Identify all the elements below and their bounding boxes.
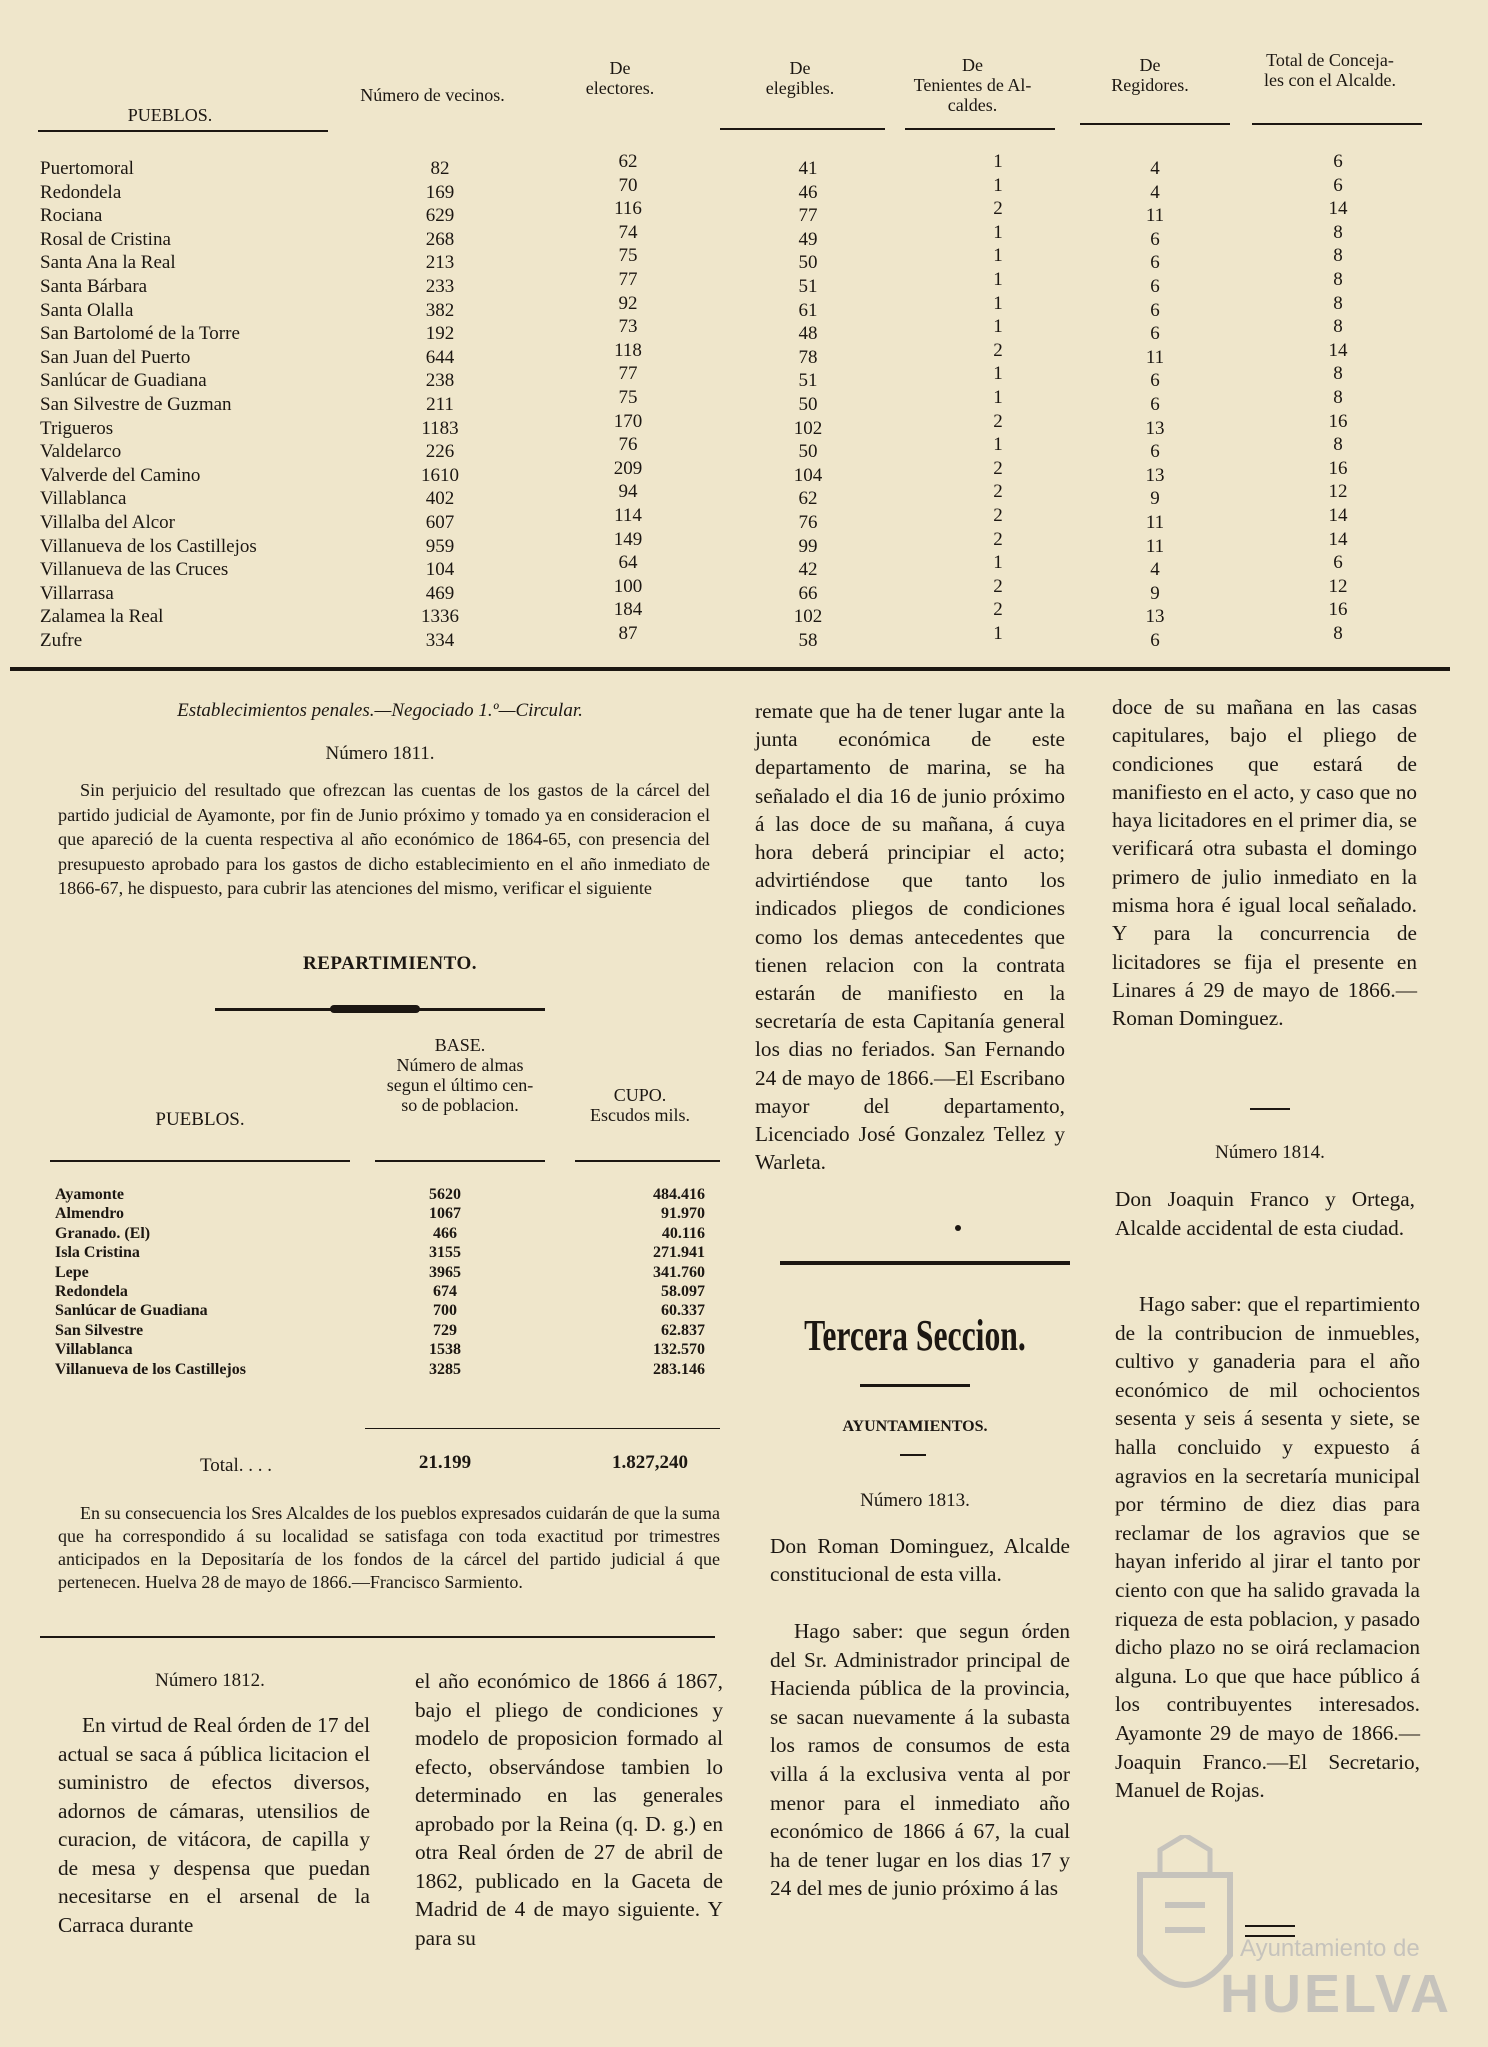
cell-pueblo: San Bartolomé de la Torre xyxy=(40,323,240,345)
cell-pueblo: San Juan del Puerto xyxy=(40,346,191,368)
section-rule xyxy=(40,1636,715,1638)
cell-elegibles: 66 xyxy=(798,582,818,604)
cell-vecinos: 334 xyxy=(425,630,455,651)
table-row xyxy=(40,387,1440,418)
header-rule xyxy=(38,130,328,132)
cell-electores: 94 xyxy=(618,481,638,503)
cell-electores: 184 xyxy=(613,599,643,621)
cell-pueblo: Valdelarco xyxy=(40,441,122,463)
cell-regidores: 4 xyxy=(1150,181,1160,203)
cell-electores: 76 xyxy=(618,434,638,456)
watermark-line1: Ayuntamiento de xyxy=(1240,1935,1420,1962)
cell-electores: 170 xyxy=(613,410,643,432)
cell-tenientes: 2 xyxy=(993,457,1003,479)
ornament-rule xyxy=(860,1384,970,1387)
table-row xyxy=(40,269,1440,300)
cell-electores: 75 xyxy=(618,245,638,267)
penales-heading: Establecimientos penales.—Negociado 1.º—Circular. xyxy=(177,700,583,721)
cell-elegibles: 50 xyxy=(798,441,818,463)
cell-total: 8 xyxy=(1333,387,1343,408)
cell-vecinos: 268 xyxy=(425,228,455,250)
cell-vecinos: 1610 xyxy=(421,464,459,486)
cell-electores: 62 xyxy=(618,151,638,172)
cell-tenientes: 1 xyxy=(993,363,1003,385)
cell-pueblo: Villarrasa xyxy=(40,582,114,604)
n1812-col2: el año económico de 1866 á 1867, bajo el pliego de condiciones y modelo de proposicion formado al efecto, observándose tambien lo determinado en las generales aprobado por la Reina (q. D. g.) en otra Real órden de 27 de abril de 1862, publicado en la Gaceta de Madrid de 4 de mayo siguiente. Y para su xyxy=(415,1669,723,1950)
cell-vecinos: 402 xyxy=(425,488,455,510)
cell-base: 3965 xyxy=(429,1263,461,1281)
table-row xyxy=(55,1302,715,1321)
cell-base: 5620 xyxy=(429,1186,461,1203)
cell-total: 6 xyxy=(1333,552,1343,574)
cell-electores: 92 xyxy=(618,292,638,314)
cell-elegibles: 51 xyxy=(798,370,818,392)
cell-total: 8 xyxy=(1333,269,1343,290)
cell-pueblo: Villanueva de las Cruces xyxy=(40,559,229,581)
cell-tenientes: 2 xyxy=(993,198,1003,220)
penales-closing: En su consecuencia los Sres Alcaldes de los pueblos expresados cuidarán de que la suma que ha correspondido á su localidad se satisfaga con toda exactitud por trimestres anticipados en la Depositaría de los fondos de la cárcel del partido judicial á que pertenecen. Huelva 28 de mayo de 1866.—Francisco Sarmiento. xyxy=(58,1503,720,1592)
header-electores: De electores. xyxy=(585,58,655,98)
cell-vecinos: 607 xyxy=(425,512,455,533)
cell-base: 700 xyxy=(433,1302,457,1320)
n1812-col3: remate que ha de tener lugar ante la junta económica de este departamento de marina, se ha señalado el dia 16 de junio próximo á las doce de su mañana, á cuya hora deberá principiar el acto; advirtiéndose que tanto los indicados pliegos de condiciones como los demas antecedentes que tienen relacion con la contrata estarán de manifiesto en la secretaría de esta Capitanía general los dias no feriados. San Fernando 24 de mayo de 1866.—El Escribano mayor del departamento, Licenciado José Gonzalez Tellez y Warleta. xyxy=(755,699,1065,1175)
cell-regidores: 9 xyxy=(1150,488,1160,510)
short-rule xyxy=(1250,1108,1290,1110)
cell-total: 14 xyxy=(1328,198,1348,220)
cell-pueblo: San Silvestre xyxy=(55,1321,144,1339)
cell-regidores: 13 xyxy=(1145,606,1165,628)
cell-tenientes: 2 xyxy=(993,528,1003,550)
cell-regidores: 11 xyxy=(1145,346,1165,368)
reparto-total-rule xyxy=(365,1428,720,1429)
header-rule xyxy=(1252,123,1422,125)
cell-pueblo: Sanlúcar de Guadiana xyxy=(55,1302,208,1320)
watermark xyxy=(1120,1835,1460,2025)
cell-total: 16 xyxy=(1328,599,1348,621)
n1814-intro: Don Joaquin Franco y Ortega, Alcalde accidental de esta ciudad. xyxy=(1115,1187,1415,1240)
table-row xyxy=(40,245,1440,276)
cell-total: 6 xyxy=(1333,174,1343,196)
cell-electores: 75 xyxy=(618,387,638,408)
cell-total: 8 xyxy=(1333,245,1343,267)
cell-total: 16 xyxy=(1328,410,1348,432)
reparto-rule xyxy=(375,1160,545,1162)
cell-vecinos: 226 xyxy=(425,441,455,463)
cell-electores: 100 xyxy=(613,575,643,597)
cell-vecinos: 104 xyxy=(425,559,455,581)
n1814-number: Número 1814. xyxy=(1215,1142,1325,1163)
table-row xyxy=(55,1264,715,1283)
cell-pueblo: Santa Olalla xyxy=(40,299,134,321)
cell-tenientes: 1 xyxy=(993,151,1003,172)
table-row xyxy=(40,575,1440,607)
cell-vecinos: 82 xyxy=(430,158,450,179)
reparto-title: REPARTIMIENTO. xyxy=(302,953,477,974)
cell-regidores: 11 xyxy=(1145,512,1165,533)
reparto-total-base: 21.199 xyxy=(418,1452,472,1473)
table-row xyxy=(40,198,1440,229)
cell-base: 1067 xyxy=(429,1205,461,1223)
cell-pueblo: Almendro xyxy=(55,1205,125,1223)
cell-elegibles: 48 xyxy=(798,323,818,345)
table-row xyxy=(40,339,1440,371)
cell-tenientes: 1 xyxy=(993,269,1003,290)
cell-pueblo: San Silvestre de Guzman xyxy=(40,394,232,415)
cell-tenientes: 1 xyxy=(993,552,1003,574)
cell-tenientes: 2 xyxy=(993,599,1003,621)
cell-total: 12 xyxy=(1328,481,1348,503)
cell-vecinos: 192 xyxy=(425,323,455,345)
cell-elegibles: 102 xyxy=(793,606,823,628)
cell-electores: 116 xyxy=(614,198,642,220)
cell-vecinos: 469 xyxy=(425,582,455,604)
cell-electores: 64 xyxy=(618,552,638,574)
cell-total: 16 xyxy=(1328,457,1348,479)
cell-elegibles: 58 xyxy=(798,630,818,651)
cell-electores: 70 xyxy=(618,174,638,196)
cell-tenientes: 1 xyxy=(993,387,1003,408)
header-elegibles: De elegibles. xyxy=(765,58,835,98)
cell-elegibles: 104 xyxy=(793,464,823,486)
reparto-rule xyxy=(50,1160,350,1162)
table-row xyxy=(55,1225,715,1244)
cell-base: 1538 xyxy=(429,1341,461,1359)
cell-vecinos: 233 xyxy=(425,276,455,297)
ornament-rule-center xyxy=(330,1005,420,1013)
cell-tenientes: 1 xyxy=(993,292,1003,314)
cell-regidores: 4 xyxy=(1150,559,1160,581)
cell-elegibles: 46 xyxy=(798,181,818,203)
cell-vecinos: 238 xyxy=(425,370,455,392)
cell-pueblo: Zufre xyxy=(40,630,83,651)
cell-pueblo: Ayamonte xyxy=(55,1186,125,1203)
cell-tenientes: 2 xyxy=(993,481,1003,503)
cell-pueblo: Isla Cristina xyxy=(55,1244,140,1262)
cell-vecinos: 1336 xyxy=(421,606,459,628)
cell-electores: 149 xyxy=(613,528,643,550)
cell-total: 8 xyxy=(1333,316,1343,338)
cell-regidores: 11 xyxy=(1145,205,1165,227)
header-rule xyxy=(720,128,885,130)
header-total: Total de Conceja- les con el Alcalde. xyxy=(1264,50,1396,90)
cell-pueblo: Zalamea la Real xyxy=(40,606,164,628)
cell-base: 466 xyxy=(433,1224,457,1242)
header-pueblos: PUEBLOS. xyxy=(127,105,213,125)
cell-elegibles: 99 xyxy=(798,535,818,557)
cell-tenientes: 2 xyxy=(993,339,1003,361)
cell-cupo: 91.970 xyxy=(661,1205,705,1223)
n1813-body: Hago saber: que segun órden del Sr. Administrador principal de Hacienda pública de la provincia, se sacan nuevamente á la subasta los ramos de consumos de esta villa á la exclusiva venta al por menor para el inmediato año económico de 1866 á 67, la cual ha de tener lugar en los dias 17 y 24 del mes de junio próximo á las xyxy=(770,1619,1070,1901)
cell-elegibles: 51 xyxy=(798,276,818,297)
table-row xyxy=(40,599,1440,630)
reparto-header-base: BASE. Número de almas segun el último cen- so de poblacion. xyxy=(386,1035,534,1115)
table-row xyxy=(40,316,1440,347)
cell-regidores: 6 xyxy=(1150,228,1160,250)
cell-tenientes: 1 xyxy=(993,316,1003,338)
n1812-col1: En virtud de Real órden de 17 del actual se saca á pública licitacion el suministro de efectos diversos, adornos de cámaras, utensilios de curacion, de vitácora, de capilla y de mesa y despensa que puedan necesitarse en el arsenal de la Carraca durante xyxy=(58,1713,370,1937)
n1812-number: Número 1812. xyxy=(155,1670,265,1691)
cell-regidores: 13 xyxy=(1145,464,1165,486)
ayuntamientos-label: AYUNTAMIENTOS. xyxy=(842,1418,988,1435)
cell-elegibles: 61 xyxy=(798,299,818,321)
cell-pueblo: Trigueros xyxy=(40,417,114,439)
cell-elegibles: 50 xyxy=(798,394,818,415)
cell-pueblo: Santa Ana la Real xyxy=(40,252,176,274)
cell-electores: 114 xyxy=(614,505,642,526)
cell-electores: 73 xyxy=(618,316,638,338)
cell-elegibles: 42 xyxy=(798,559,818,581)
cell-regidores: 6 xyxy=(1150,276,1160,297)
cell-electores: 77 xyxy=(618,363,638,385)
reparto-total-label: Total. . . . xyxy=(200,1455,273,1476)
cell-pueblo: Sanlúcar de Guadiana xyxy=(40,370,207,392)
cell-tenientes: 1 xyxy=(993,245,1003,267)
cell-regidores: 6 xyxy=(1150,394,1160,415)
cell-vecinos: 959 xyxy=(425,535,455,557)
n1813-number: Número 1813. xyxy=(860,1490,970,1511)
cell-regidores: 6 xyxy=(1150,323,1160,345)
cell-vecinos: 213 xyxy=(425,252,455,274)
reparto-header-cupo: CUPO. Escudos mils. xyxy=(589,1085,690,1125)
table-row xyxy=(40,410,1440,442)
reparto-total-cupo: 1.827,240 xyxy=(612,1452,688,1473)
cell-cupo: 484.416 xyxy=(653,1186,705,1203)
section-rule xyxy=(780,1261,1070,1265)
cell-pueblo: Lepe xyxy=(55,1263,89,1281)
cell-elegibles: 62 xyxy=(798,488,818,510)
cell-tenientes: 2 xyxy=(993,575,1003,597)
table-row xyxy=(55,1283,715,1302)
cell-regidores: 6 xyxy=(1150,441,1160,463)
cell-regidores: 6 xyxy=(1150,370,1160,392)
cell-tenientes: 1 xyxy=(993,221,1003,243)
cell-vecinos: 629 xyxy=(425,205,455,227)
cell-tenientes: 1 xyxy=(993,623,1003,644)
cell-elegibles: 78 xyxy=(798,346,818,368)
reparto-rule xyxy=(575,1160,720,1162)
cell-elegibles: 77 xyxy=(798,205,818,227)
cell-regidores: 4 xyxy=(1150,158,1160,179)
cell-pueblo: Redondela xyxy=(55,1283,128,1300)
table-row xyxy=(40,552,1440,583)
table-row xyxy=(55,1322,715,1341)
cell-regidores: 13 xyxy=(1145,417,1165,439)
header-rule xyxy=(905,128,1055,130)
table-end-rule xyxy=(10,667,1450,671)
header-vecinos: Número de vecinos. xyxy=(360,85,505,105)
cell-cupo: 271.941 xyxy=(653,1244,705,1262)
cell-tenientes: 2 xyxy=(993,505,1003,526)
cell-elegibles: 41 xyxy=(798,158,818,179)
cell-total: 14 xyxy=(1328,528,1348,550)
cell-regidores: 11 xyxy=(1145,535,1165,557)
cell-regidores: 9 xyxy=(1150,582,1160,604)
cell-regidores: 6 xyxy=(1150,630,1160,651)
cell-elegibles: 49 xyxy=(798,228,818,250)
header-rule xyxy=(1080,123,1230,125)
header-tenientes: De Tenientes de Al- caldes. xyxy=(913,55,1032,115)
cell-vecinos: 211 xyxy=(426,394,454,415)
cell-cupo: 132.570 xyxy=(653,1341,705,1359)
cell-pueblo: Villablanca xyxy=(40,488,127,510)
cell-pueblo: Santa Bárbara xyxy=(40,276,148,297)
cell-pueblo: Rociana xyxy=(40,205,103,227)
table-row xyxy=(55,1186,715,1205)
table-row xyxy=(40,457,1440,489)
cell-base: 729 xyxy=(433,1321,457,1339)
cell-total: 8 xyxy=(1333,623,1343,644)
cell-regidores: 6 xyxy=(1150,252,1160,274)
cell-electores: 87 xyxy=(618,623,638,644)
cell-vecinos: 169 xyxy=(425,181,455,203)
cell-tenientes: 2 xyxy=(993,410,1003,432)
cell-total: 8 xyxy=(1333,221,1343,243)
cell-elegibles: 50 xyxy=(798,252,818,274)
cell-total: 8 xyxy=(1333,363,1343,385)
cell-pueblo: Redondela xyxy=(40,181,122,203)
tercera-title: Tercera Seccion. xyxy=(804,1311,1026,1360)
table-row xyxy=(40,151,1440,182)
cell-base: 3155 xyxy=(429,1244,461,1262)
cell-pueblo: Granado. (El) xyxy=(55,1224,151,1242)
cell-pueblo: Villalba del Alcor xyxy=(40,512,175,533)
table-row xyxy=(40,434,1440,465)
cell-pueblo: Villanueva de los Castillejos xyxy=(55,1360,246,1378)
cell-cupo: 40.116 xyxy=(661,1224,705,1242)
cell-tenientes: 1 xyxy=(993,434,1003,456)
cell-cupo: 283.146 xyxy=(653,1360,705,1378)
cell-total: 14 xyxy=(1328,505,1348,526)
reparto-header-pueblos: PUEBLOS. xyxy=(155,1109,245,1130)
penales-text: Sin perjuicio del resultado que ofrezcan las cuentas de los gastos de la cárcel del partido judicial de Ayamonte, por fin de Junio próximo y tomado ya en consideracion el que apareció de la cuenta respectiva al año económico de 1864-65, con presencia del presupuesto aprobado para los gastos de dicho establecimiento en el año inmediato de 1866-67, he dispuesto, para cubrir las atenciones del mismo, verificar el siguiente xyxy=(58,780,710,898)
cell-total: 8 xyxy=(1333,434,1343,456)
cell-elegibles: 102 xyxy=(793,417,823,439)
bullet xyxy=(955,1225,961,1231)
table-row xyxy=(55,1244,715,1263)
cell-electores: 118 xyxy=(614,339,642,361)
cell-elegibles: 76 xyxy=(798,512,818,533)
cell-electores: 209 xyxy=(613,457,643,479)
table-row xyxy=(40,528,1440,560)
cell-vecinos: 644 xyxy=(425,346,455,368)
cell-vecinos: 1183 xyxy=(421,417,459,439)
cell-pueblo: Villanueva de los Castillejos xyxy=(40,535,257,557)
cell-base: 674 xyxy=(433,1283,457,1300)
cell-vecinos: 382 xyxy=(425,299,455,321)
cell-tenientes: 1 xyxy=(993,174,1003,196)
header-regidores: De Regidores. xyxy=(1111,55,1189,95)
table-row xyxy=(55,1361,715,1380)
table-row xyxy=(40,363,1440,394)
cell-electores: 77 xyxy=(618,269,638,290)
cell-pueblo: Villablanca xyxy=(55,1341,133,1359)
cell-pueblo: Valverde del Camino xyxy=(40,464,201,486)
cell-cupo: 58.097 xyxy=(661,1283,705,1300)
table-row xyxy=(55,1341,715,1360)
cell-total: 8 xyxy=(1333,292,1343,314)
short-rule xyxy=(900,1454,926,1456)
cell-base: 3285 xyxy=(429,1360,461,1378)
table-row xyxy=(40,481,1440,512)
cell-total: 6 xyxy=(1333,151,1343,172)
cell-total: 12 xyxy=(1328,575,1348,597)
cell-regidores: 6 xyxy=(1150,299,1160,321)
watermark-line2: HUELVA xyxy=(1220,1964,1452,2024)
n1813-continuation: doce de su mañana en las casas capitulares, bajo el pliego de condiciones que estará de manifiesto en el acto, y caso que no haya licitadores en el primer dia, se verificará otra subasta el domingo primero de julio inmediato en la misma hora é igual local señalado. Y para la concurrencia de licitadores se fija el presente en Linares á 29 de mayo de 1866.—Roman Dominguez. xyxy=(1112,695,1417,1031)
table-row xyxy=(40,623,1440,654)
cell-electores: 74 xyxy=(618,221,638,243)
cell-cupo: 341.760 xyxy=(653,1263,705,1281)
cell-total: 14 xyxy=(1328,339,1348,361)
table-row xyxy=(40,221,1440,253)
n1814-body: Hago saber: que el repartimiento de la contribucion de inmuebles, cultivo y ganaderia para el año económico de mil ochocientos sesenta y seis á sesenta y siete, se halla concluido y expuesto á agravios en la secretaría municipal por término de diez dias para reclamar de los agravios que se hayan inferido al jirar el tanto por ciento con que ha salido gravada la riqueza de esta poblacion, y pasado dicho plazo no se oirá reclamacion alguna. Lo que que hace público á los contribuyentes interesados. Ayamonte 29 de mayo de 1866.—Joaquin Franco.—El Secretario, Manuel de Rojas. xyxy=(1115,1292,1420,1803)
table-row xyxy=(40,174,1440,206)
cell-cupo: 62.837 xyxy=(661,1321,705,1339)
cell-pueblo: Rosal de Cristina xyxy=(40,228,171,250)
n1813-intro: Don Roman Dominguez, Alcalde constitucional de esta villa. xyxy=(770,1534,1070,1586)
table-row xyxy=(40,505,1440,536)
cell-cupo: 60.337 xyxy=(661,1302,705,1320)
table-row xyxy=(55,1205,715,1224)
penales-number: Número 1811. xyxy=(325,743,435,764)
cell-pueblo: Puertomoral xyxy=(40,158,134,179)
table-row xyxy=(40,292,1440,324)
